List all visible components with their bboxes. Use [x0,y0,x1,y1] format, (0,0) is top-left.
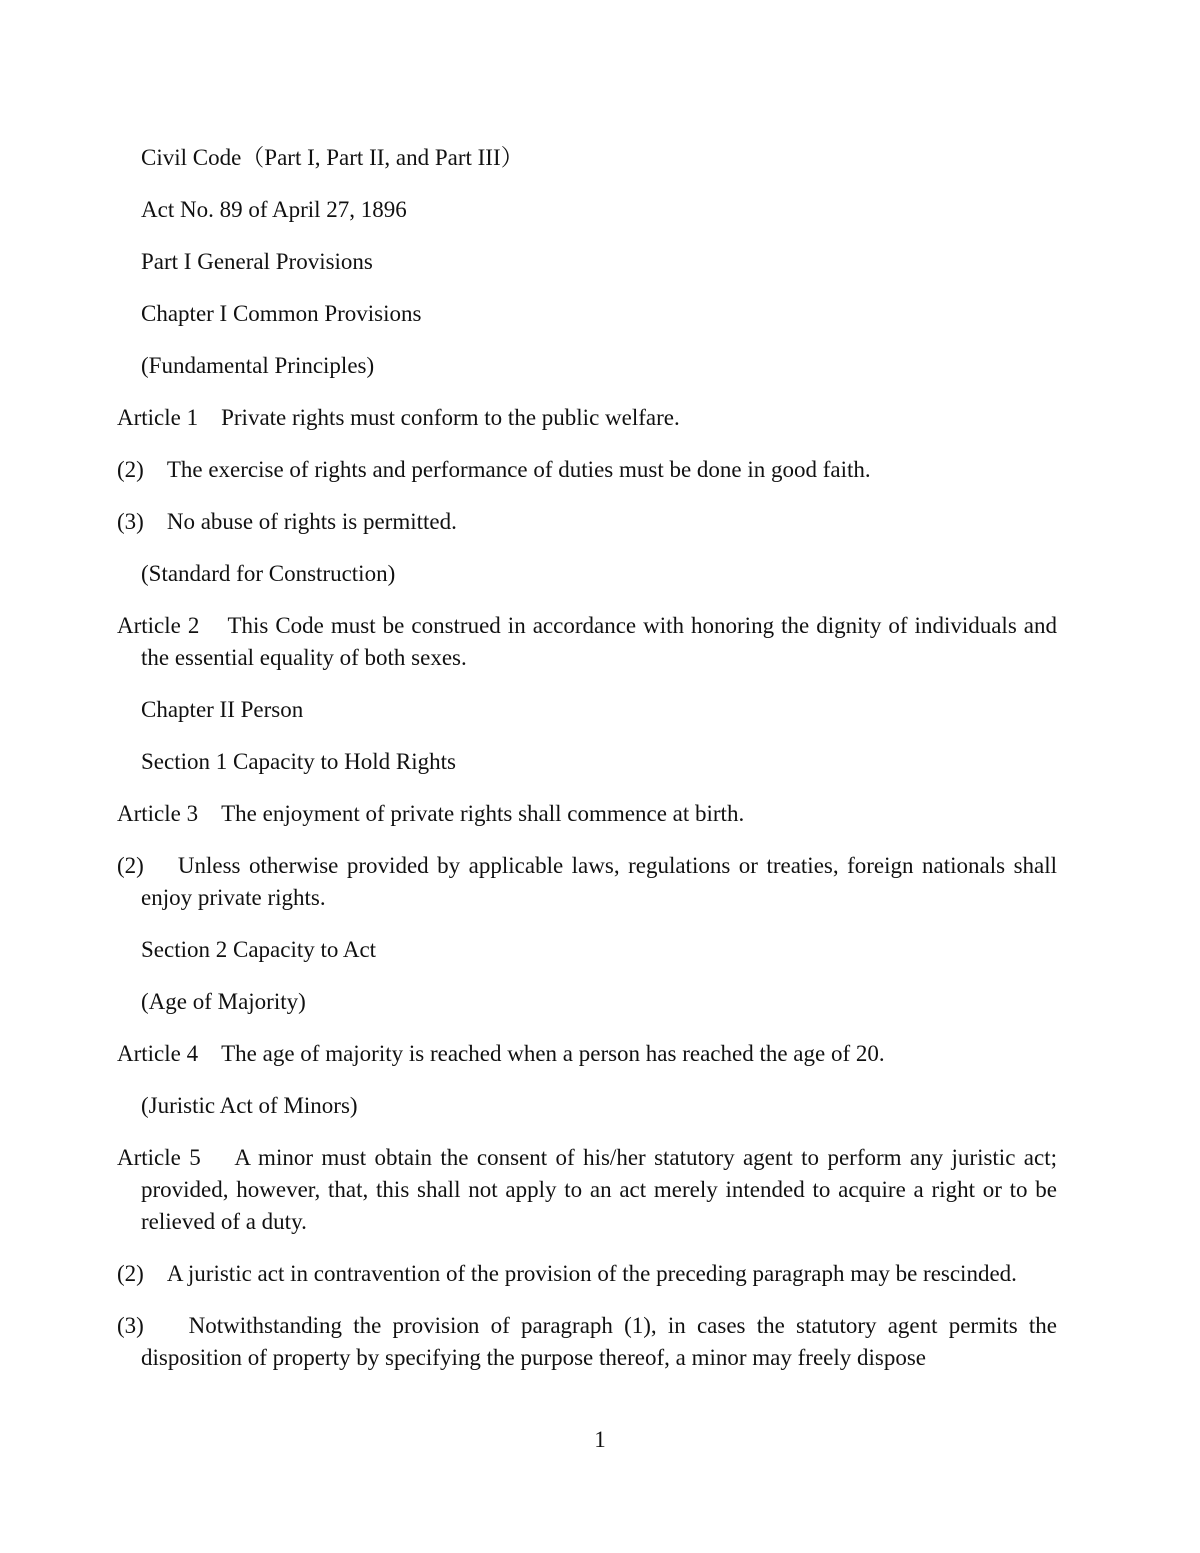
article-caption: (Standard for Construction) [141,561,396,586]
article-text: A minor must obtain the consent of his/her statutory agent to perform any juristic act; provided, however, that, this shall not apply to an act merely intended to acquire a right or to be relieved of a duty. [141,1145,1057,1234]
part-heading: Part I General Provisions [141,249,373,274]
paragraph-text: The exercise of rights and performance of duties must be done in good faith. [166,457,871,482]
article-label: Article 4 [117,1041,199,1066]
paragraph-label: (2) [117,1261,144,1286]
article-paragraph [117,454,1057,486]
article-text: This Code must be construed in accordance with honoring the dignity of individuals and the essential equality of both sexes. [141,613,1057,670]
article-caption: (Fundamental Principles) [141,353,375,378]
paragraph-text: No abuse of rights is permitted. [166,509,457,534]
article-paragraph [117,1310,1057,1374]
article-label: Article 2 [117,613,200,638]
paragraph-text: A juristic act in contravention of the provision of the preceding paragraph may be rescinded. [166,1261,1017,1286]
paragraph-text: Unless otherwise provided by applicable laws, regulations or treaties, foreign nationals shall enjoy private rights. [141,853,1058,910]
article-paragraph [117,610,1057,674]
article-paragraph [117,1142,1057,1238]
paragraph-label: (2) [117,853,144,878]
document-title: Civil Code（Part I, Part II, and Part III） [141,145,524,170]
document-body [117,142,1057,1394]
page-number: 1 [594,1427,606,1452]
paragraph-label: (2) [117,457,144,482]
chapter-heading: Chapter I Common Provisions [141,301,422,326]
article-paragraph [117,506,1057,538]
chapter-heading: Chapter II Person [141,697,304,722]
article-paragraph [117,850,1057,914]
article-paragraph [117,1038,1057,1070]
article-text: Private rights must conform to the public welfare. [221,405,680,430]
article-label: Article 1 [117,405,199,430]
article-text: The enjoyment of private rights shall commence at birth. [221,801,745,826]
article-label: Article 3 [117,801,199,826]
article-caption: (Age of Majority) [141,989,306,1014]
article-paragraph [117,798,1057,830]
section-heading: Section 1 Capacity to Hold Rights [141,749,456,774]
paragraph-label: (3) [117,509,144,534]
act-number: Act No. 89 of April 27, 1896 [141,197,407,222]
article-caption: (Juristic Act of Minors) [141,1093,358,1118]
paragraph-label: (3) [117,1313,144,1338]
article-paragraph [117,402,1057,434]
article-paragraph [117,1258,1057,1290]
article-label: Article 5 [117,1145,201,1170]
paragraph-text: Notwithstanding the provision of paragraph (1), in cases the statutory agent permits the disposition of property by specifying the purpose thereof, a minor may freely dispose [141,1313,1058,1370]
article-text: The age of majority is reached when a person has reached the age of 20. [221,1041,885,1066]
section-heading: Section 2 Capacity to Act [141,937,377,962]
